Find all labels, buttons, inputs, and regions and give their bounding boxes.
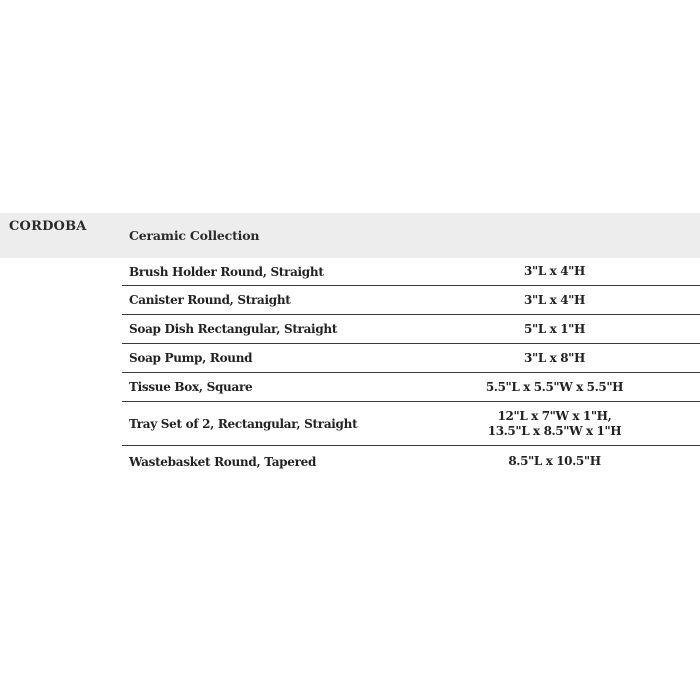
table-row <box>122 373 700 402</box>
table-row <box>122 315 700 344</box>
table-row <box>122 286 700 315</box>
collection-title: Ceramic Collection <box>129 228 260 243</box>
item-name: Tissue Box, Square <box>129 380 253 394</box>
item-dimensions <box>354 351 700 366</box>
item-table <box>122 258 700 477</box>
dimension-line: 8.5"L x 10.5"H <box>508 454 601 468</box>
dimension-line: 13.5"L x 8.5"W x 1"H <box>487 423 622 438</box>
item-name: Canister Round, Straight <box>129 293 291 307</box>
header-band <box>0 213 700 258</box>
item-dimensions <box>354 264 700 279</box>
dimension-line: 3"L x 4"H <box>524 292 585 307</box>
item-name: Wastebasket Round, Tapered <box>129 454 317 469</box>
item-dimensions <box>354 322 700 337</box>
item-name: Tray Set of 2, Rectangular, Straight <box>129 416 358 431</box>
dimension-line: 3"L x 8"H <box>524 350 585 365</box>
dimension-line: 3"L x 4"H <box>524 264 585 278</box>
item-dimensions <box>354 454 700 469</box>
item-name: Soap Pump, Round <box>129 351 253 365</box>
item-dimensions <box>354 409 700 439</box>
brand-name: CORDOBA <box>9 219 87 234</box>
dimension-line: 12"L x 7"W x 1"H, <box>497 408 612 423</box>
item-dimensions <box>354 380 700 395</box>
dimension-line: 5.5"L x 5.5"W x 5.5"H <box>485 379 624 394</box>
table-row <box>122 258 700 286</box>
item-name: Brush Holder Round, Straight <box>129 264 324 279</box>
dimension-line: 5"L x 1"H <box>524 321 585 336</box>
table-row <box>122 446 700 477</box>
table-row <box>122 402 700 446</box>
item-name: Soap Dish Rectangular, Straight <box>129 322 338 336</box>
item-dimensions <box>354 293 700 308</box>
spec-sheet <box>0 213 700 485</box>
table-row <box>122 344 700 373</box>
